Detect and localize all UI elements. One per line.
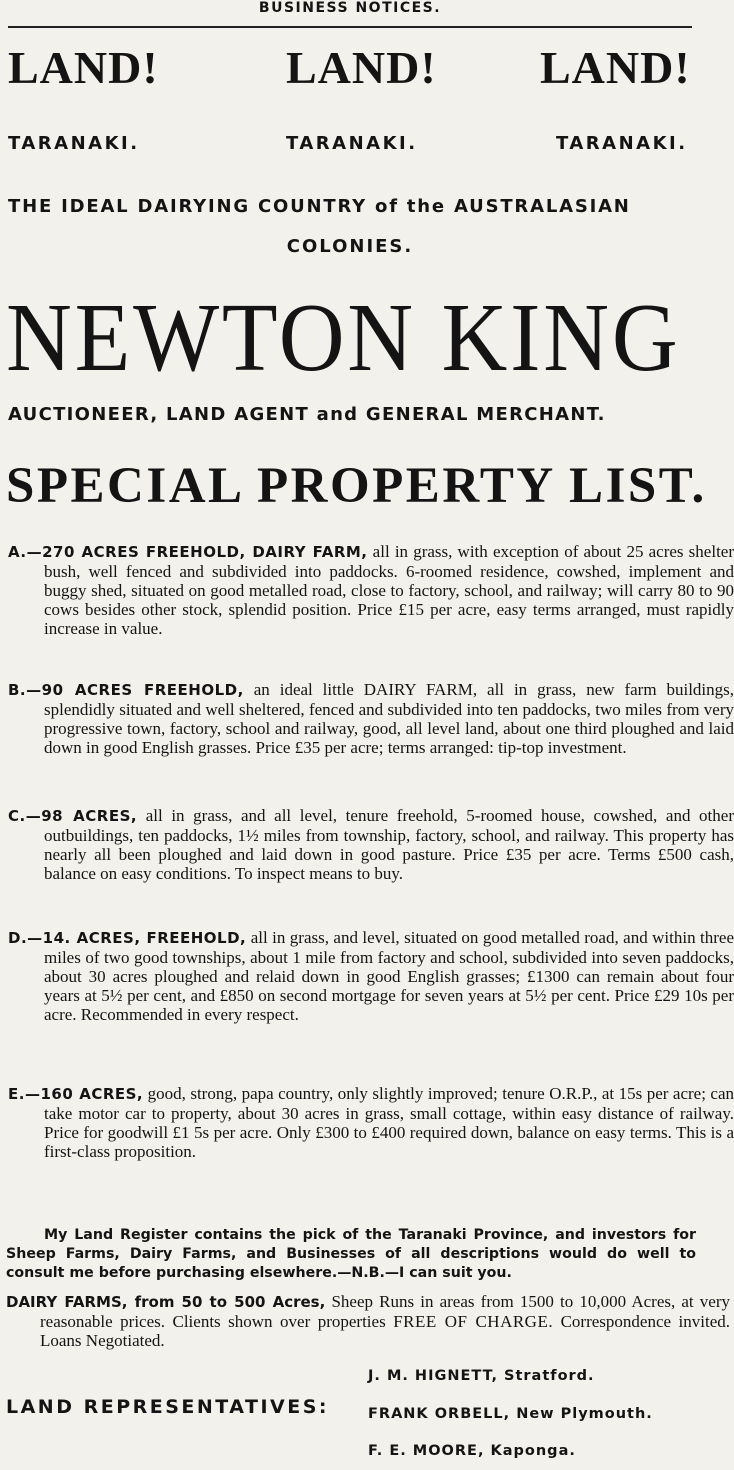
listing-e (8, 1084, 734, 1161)
listing-c (8, 806, 734, 883)
listing-c-body: all in grass, and all level, tenure freehold, 5-roomed house, cowshed, and other outbuildings, ten paddocks, 1½ miles from township, factory, school, and railway. This property has nearly all been ploughed and laid down in good pasture. Price £35 per acre. Terms £500 cash, balance on easy conditions. To inspect means to buy. (44, 806, 734, 883)
listing-b-body: an ideal little DAIRY FARM, all in grass, new farm buildings, splendidly situated and well sheltered, fenced and subdivided into ten paddocks, two miles from very progressive town, factory, school and railway, good, all level land, about one third ploughed and laid down in good English grasses. Price £35 per acre; terms arranged: tip-top investment. (44, 680, 734, 757)
land-heading-center: LAND! (286, 42, 437, 93)
section-header: BUSINESS NOTICES. (258, 0, 442, 16)
dairy-farms-tail: Correspondence invited. Loans Negotiated. (40, 1312, 730, 1350)
listing-a-body: all in grass, with exception of about 25 acres shelter bush, well fenced and subdivided into paddocks. 6-roomed residence, cowshed, implement and buggy shed, situated on good metalled road, close to factory, school, and railway; will carry 80 to 90 cows besides other stock, splendid position. Price £15 per acre, easy terms arranged, must rapidly increase in value. (44, 542, 734, 638)
listing-a (8, 542, 734, 638)
listing-e-lead: E.—160 ACRES, (8, 1085, 144, 1103)
listing-c-lead: C.—98 ACRES, (8, 807, 138, 825)
free-of-charge: FREE OF CHARGE. (393, 1312, 554, 1331)
listing-d (8, 928, 734, 1024)
land-register-notice: My Land Register contains the pick of the Taranaki Province, and investors for Sheep Farms, Dairy Farms, and Businesses of all descriptions would do well to consult me before purchasing elsewhere.—N.B.—I can suit you. (6, 1227, 696, 1281)
listing-d-lead: D.—14. ACRES, FREEHOLD, (8, 929, 247, 947)
dairying-country-line: THE IDEAL DAIRYING COUNTRY of the AUSTRALASIAN (8, 196, 631, 217)
land-heading-left: LAND! (8, 42, 159, 93)
dairy-farms-body: Sheep Runs in areas from 1500 to 10,000 Acres, at very reasonable prices. Clients shown over properties (40, 1292, 730, 1331)
dairy-farms-notice (6, 1292, 730, 1350)
land-representatives-label: LAND REPRESENTATIVES: (6, 1396, 330, 1418)
taranaki-center: TARANAKI. (286, 133, 418, 154)
listing-e-body: good, strong, papa country, only slightly improved; tenure O.R.P., at 15s per acre; can take motor car to property, about 30 acres in grass, small cottage, within easy distance of railway. Price for goodwill £1 5s per acre. Only £300 to £400 required down, balance on easy terms. This is a first-class proposition. (44, 1084, 734, 1161)
representative-hignett: J. M. HIGNETT, Stratford. (368, 1368, 595, 1384)
listing-b-lead: B.—90 ACRES FREEHOLD, (8, 681, 244, 699)
header-rule (8, 26, 692, 28)
merchant-name: NEWTON KING (6, 284, 681, 392)
listing-d-body: all in grass, and level, situated on good metalled road, and within three miles of two good townships, about 1 mile from factory and school, subdivided into seven paddocks, about 30 acres ploughed and relaid down in good English grasses; £1300 can remain about four years at 5½ per cent, and £850 on second mortgage for seven years at 5½ per cent. Price £29 10s per acre. Recommended in every respect. (44, 928, 734, 1024)
land-heading-right: LAND! (540, 42, 691, 93)
listing-b (8, 680, 734, 757)
listing-a-lead: A.—270 ACRES FREEHOLD, DAIRY FARM, (8, 543, 368, 561)
dairy-farms-lead: DAIRY FARMS, from 50 to 500 Acres, (6, 1293, 326, 1311)
merchant-title: AUCTIONEER, LAND AGENT and GENERAL MERCHANT. (8, 404, 606, 425)
taranaki-left: TARANAKI. (8, 133, 140, 154)
taranaki-right: TARANAKI. (556, 133, 688, 154)
colonies-line: COLONIES. (286, 236, 414, 257)
representative-orbell: FRANK ORBELL, New Plymouth. (368, 1406, 653, 1422)
representative-moore: F. E. MOORE, Kaponga. (368, 1443, 576, 1459)
property-list-title: SPECIAL PROPERTY LIST. (6, 458, 707, 514)
